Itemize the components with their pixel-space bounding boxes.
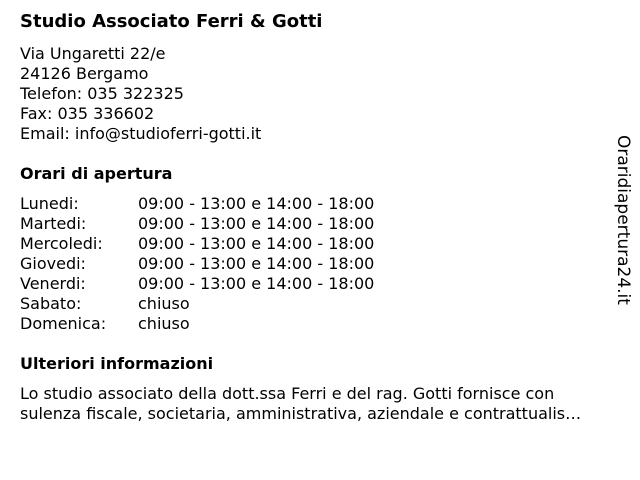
opening-hours-heading: Orari di apertura: [20, 164, 173, 183]
hours-row-monday: [20, 194, 626, 214]
hours-day: Lunedi:: [20, 194, 79, 213]
hours-row-sunday: [20, 314, 626, 334]
hours-time: 09:00 - 13:00 e 14:00 - 18:00: [138, 214, 375, 233]
hours-day: Martedi:: [20, 214, 87, 233]
hours-day: Giovedi:: [20, 254, 86, 273]
more-info-line: Lo studio associato della dott.ssa Ferri e del rag. Gotti fornisce con: [20, 384, 555, 403]
hours-time: 09:00 - 13:00 e 14:00 - 18:00: [138, 274, 375, 293]
hours-row-wednesday: [20, 234, 626, 254]
business-card: [20, 10, 626, 424]
hours-day: Mercoledi:: [20, 234, 103, 253]
email-address: Email: info@studioferri-gotti.it: [20, 124, 262, 143]
more-info-text: [20, 384, 626, 424]
hours-row-saturday: [20, 294, 626, 314]
hours-row-tuesday: [20, 214, 626, 234]
hours-day: Sabato:: [20, 294, 82, 313]
more-info-line: sulenza fiscale, societaria, amministrativa, aziendale e contrattualis…: [20, 404, 582, 423]
address-city: 24126 Bergamo: [20, 64, 149, 83]
phone-number: Telefon: 035 322325: [20, 84, 184, 103]
hours-time: chiuso: [138, 314, 190, 333]
address-block: [20, 44, 626, 144]
hours-time: 09:00 - 13:00 e 14:00 - 18:00: [138, 234, 375, 253]
more-info-heading: Ulteriori informazioni: [20, 354, 214, 373]
address-street: Via Ungaretti 22/e: [20, 44, 166, 63]
hours-time: 09:00 - 13:00 e 14:00 - 18:00: [138, 254, 375, 273]
hours-day: Domenica:: [20, 314, 107, 333]
hours-day: Venerdi:: [20, 274, 86, 293]
hours-time: 09:00 - 13:00 e 14:00 - 18:00: [138, 194, 375, 213]
fax-number: Fax: 035 336602: [20, 104, 155, 123]
opening-hours-table: [20, 194, 626, 334]
site-watermark: Oraridiapertura24.it: [613, 135, 633, 305]
hours-row-friday: [20, 274, 626, 294]
hours-time: chiuso: [138, 294, 190, 313]
page-title: Studio Associato Ferri & Gotti: [20, 11, 323, 32]
hours-row-thursday: [20, 254, 626, 274]
